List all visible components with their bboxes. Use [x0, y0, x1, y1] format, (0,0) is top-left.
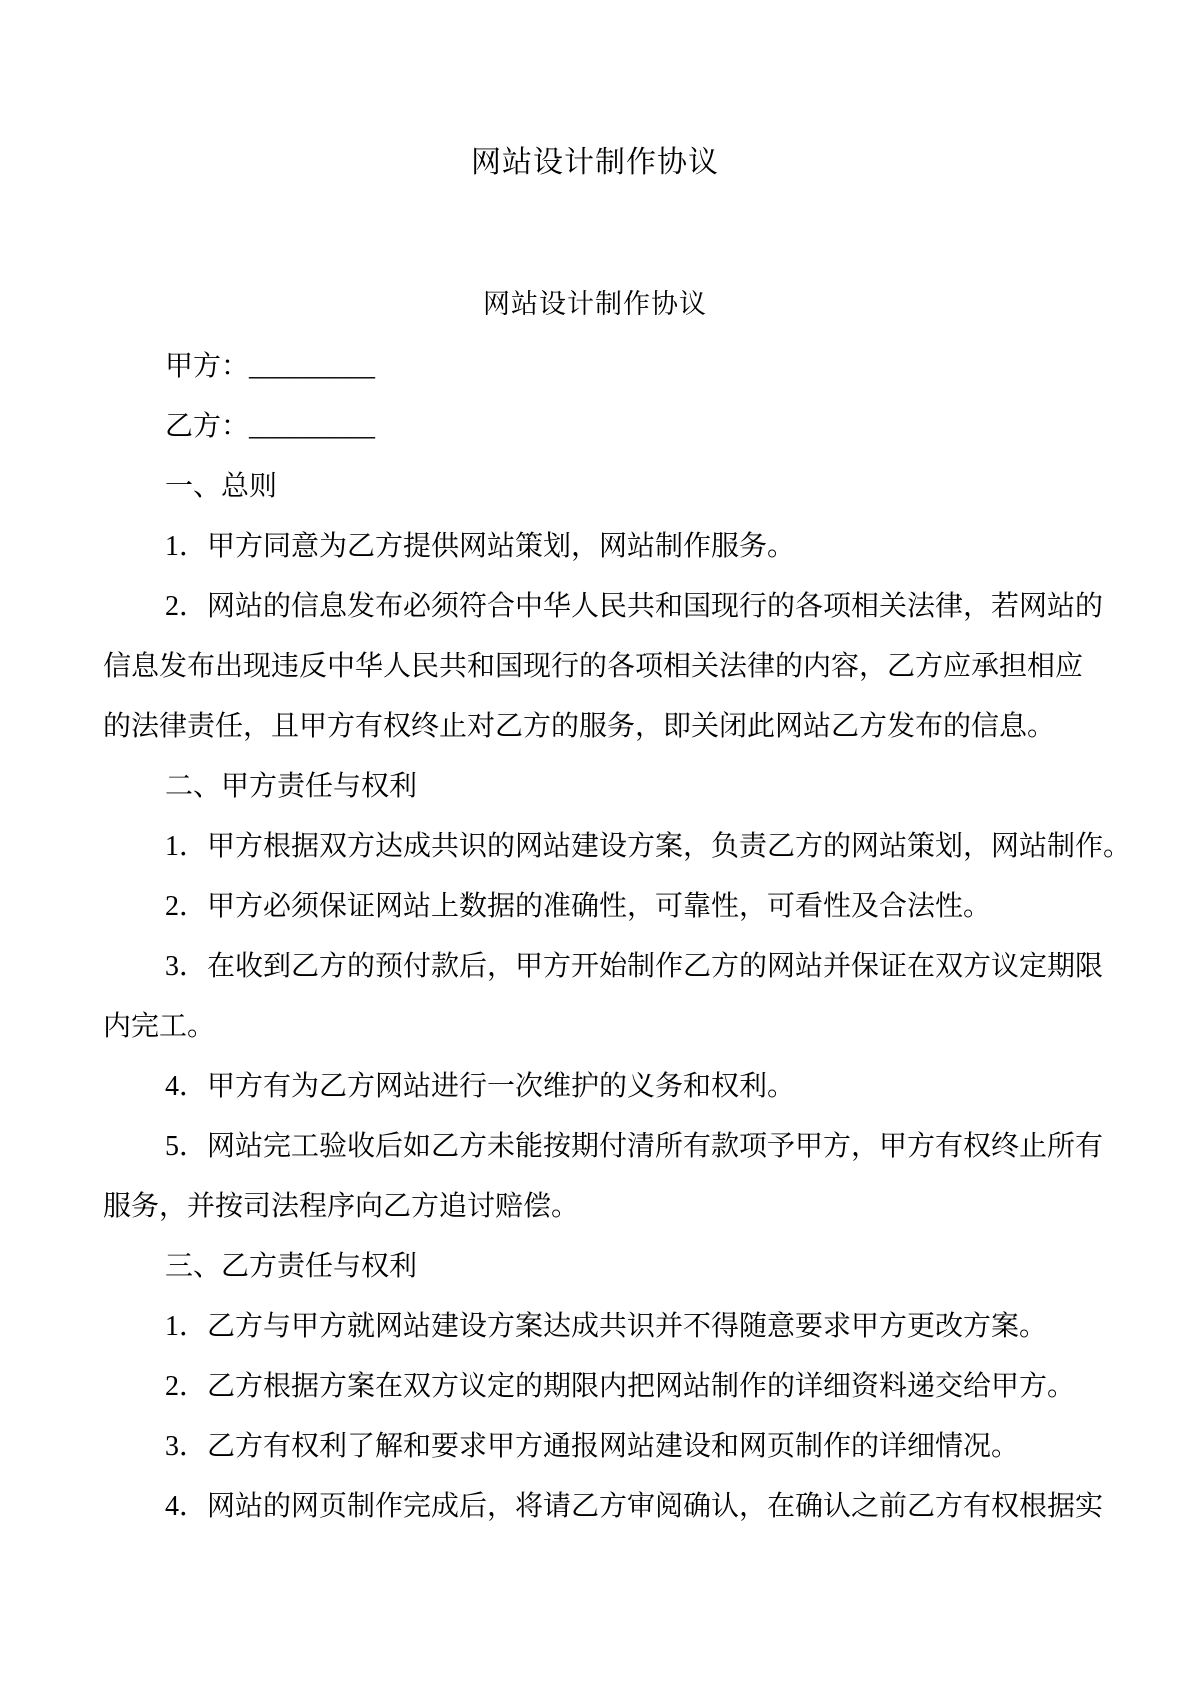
document-line: 的法律责任，且甲方有权终止对乙方的服务，即关闭此网站乙方发布的信息。: [103, 711, 1056, 742]
document-line: 4．网站的网页制作完成后，将请乙方审阅确认，在确认之前乙方有权根据实: [165, 1491, 1104, 1522]
document-subtitle: 网站设计制作协议: [483, 289, 707, 319]
party-b-line: [103, 397, 1087, 457]
document-line: 3．在收到乙方的预付款后，甲方开始制作乙方的网站并保证在双方议定期限: [165, 951, 1104, 982]
document-line: 内完工。: [103, 1011, 216, 1042]
document-line: 一、总则: [165, 471, 278, 502]
document-line: 二、甲方责任与权利: [165, 771, 418, 802]
document-body: [103, 457, 1132, 1537]
document-line: 1．甲方同意为乙方提供网站策划，网站制作服务。: [165, 531, 796, 562]
document-line: 5．网站完工验收后如乙方未能按期付清所有款项予甲方，甲方有权终止所有: [165, 1131, 1104, 1162]
party-a-blank-field: _________: [249, 351, 376, 382]
document-title: 网站设计制作协议: [471, 146, 719, 179]
document-line: 1．甲方根据双方达成共识的网站建设方案，负责乙方的网站策划，网站制作。: [165, 831, 1132, 862]
party-b-blank-field: _________: [249, 411, 376, 442]
document-line: 服务，并按司法程序向乙方追讨赔偿。: [103, 1191, 580, 1222]
document-line: 4．甲方有为乙方网站进行一次维护的义务和权利。: [165, 1071, 796, 1102]
document-line: 2．甲方必须保证网站上数据的准确性，可靠性，可看性及合法性。: [165, 891, 992, 922]
party-b-label: 乙方：: [165, 411, 250, 442]
document-line: 3．乙方有权利了解和要求甲方通报网站建设和网页制作的详细情况。: [165, 1431, 1020, 1462]
document-line: 1．乙方与甲方就网站建设方案达成共识并不得随意要求甲方更改方案。: [165, 1311, 1048, 1342]
document-line: 信息发布出现违反中华人民共和国现行的各项相关法律的内容，乙方应承担相应: [103, 651, 1084, 682]
document-line: 2．网站的信息发布必须符合中华人民共和国现行的各项相关法律，若网站的: [165, 591, 1104, 622]
party-a-label: 甲方：: [165, 351, 250, 382]
party-a-line: [103, 337, 1087, 397]
document-line: 三、乙方责任与权利: [165, 1251, 418, 1282]
document-line: 2．乙方根据方案在双方议定的期限内把网站制作的详细资料递交给甲方。: [165, 1371, 1076, 1402]
